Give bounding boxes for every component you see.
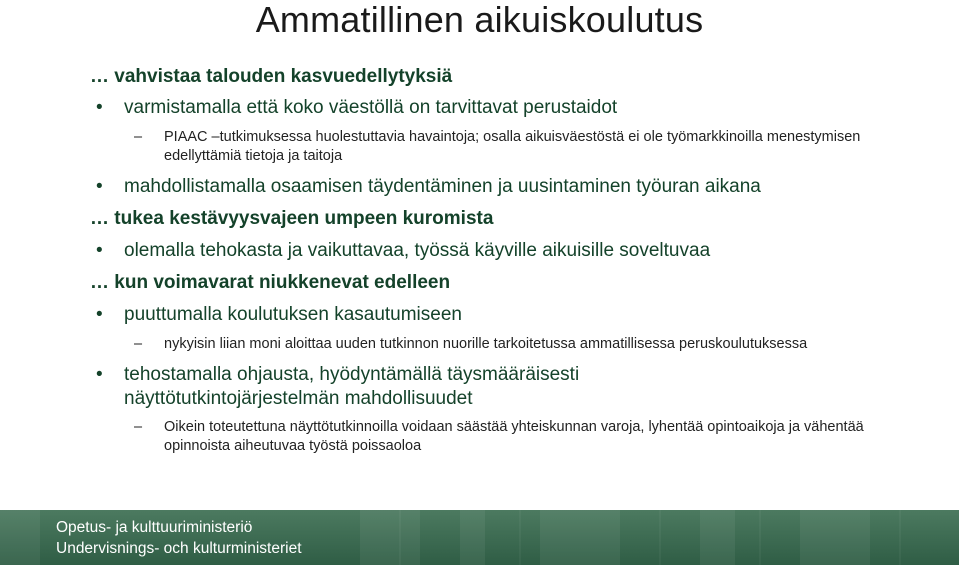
sub-bullet-item bbox=[90, 335, 884, 354]
heading-resources bbox=[90, 272, 950, 294]
dash-marker: – bbox=[134, 129, 143, 145]
dash-marker: – bbox=[134, 336, 143, 352]
bullet-text: olemalla tehokasta ja vaikuttavaa, työssä käyville aikuisille soveltuvaa bbox=[124, 240, 711, 261]
bullet-text: mahdollistamalla osaamisen täydentäminen ja uusintaminen työuran aikana bbox=[124, 176, 761, 197]
bullet-item bbox=[90, 239, 950, 263]
bullet-dot: • bbox=[96, 97, 103, 118]
bullet-dot: • bbox=[96, 240, 103, 261]
slide-title: Ammatillinen aikuiskoulutus bbox=[255, 0, 704, 40]
ministry-footer bbox=[0, 510, 959, 565]
bullet-item bbox=[90, 175, 950, 199]
bullet-item bbox=[90, 96, 950, 120]
sub-bullet-text: nykyisin liian moni aloittaa uuden tutkinnon nuorille tarkoitetussa ammatillisessa peruskoulutuksessa bbox=[164, 336, 808, 352]
bullet-item bbox=[90, 363, 744, 411]
heading-text: … kun voimavarat niukkenevat edelleen bbox=[90, 272, 451, 293]
heading-sustainability bbox=[90, 208, 950, 230]
footer-line-swedish: Undervisnings- och kulturministeriet bbox=[56, 540, 302, 557]
bullet-text: tehostamalla ohjausta, hyödyntämällä täysmääräisesti näyttötutkintojärjestelmän mahdollisuudet bbox=[124, 364, 580, 409]
slide-content bbox=[90, 62, 950, 456]
heading-growth bbox=[90, 66, 950, 88]
bullet-dot: • bbox=[96, 176, 103, 197]
sub-bullet-item bbox=[90, 128, 884, 166]
sub-bullet-item bbox=[90, 418, 904, 456]
dash-marker: – bbox=[134, 419, 143, 435]
sub-bullet-text: Oikein toteutettuna näyttötutkinnoilla voidaan säästää yhteiskunnan varoja, lyhentää opintoaikoja ja vähentää opinnoista aiheutuvaa työstä poissaoloa bbox=[164, 419, 864, 454]
bullet-text: varmistamalla että koko väestöllä on tarvittavat perustaidot bbox=[124, 97, 618, 118]
bullet-dot: • bbox=[96, 304, 103, 325]
footer-line-finnish: Opetus- ja kulttuuriministeriö bbox=[56, 519, 253, 536]
bullet-item bbox=[90, 303, 950, 327]
heading-text: … tukea kestävyysvajeen umpeen kuromista bbox=[90, 208, 494, 229]
bullet-dot: • bbox=[96, 364, 103, 385]
sub-bullet-text: PIAAC –tutkimuksessa huolestuttavia havaintoja; osalla aikuisväestöstä ei ole työmarkkinoilla menestymisen edellyttämiä tietoja ja taitoja bbox=[164, 129, 861, 164]
bullet-text: puuttumalla koulutuksen kasautumiseen bbox=[124, 304, 462, 325]
heading-text: … vahvistaa talouden kasvuedellytyksiä bbox=[90, 66, 453, 87]
